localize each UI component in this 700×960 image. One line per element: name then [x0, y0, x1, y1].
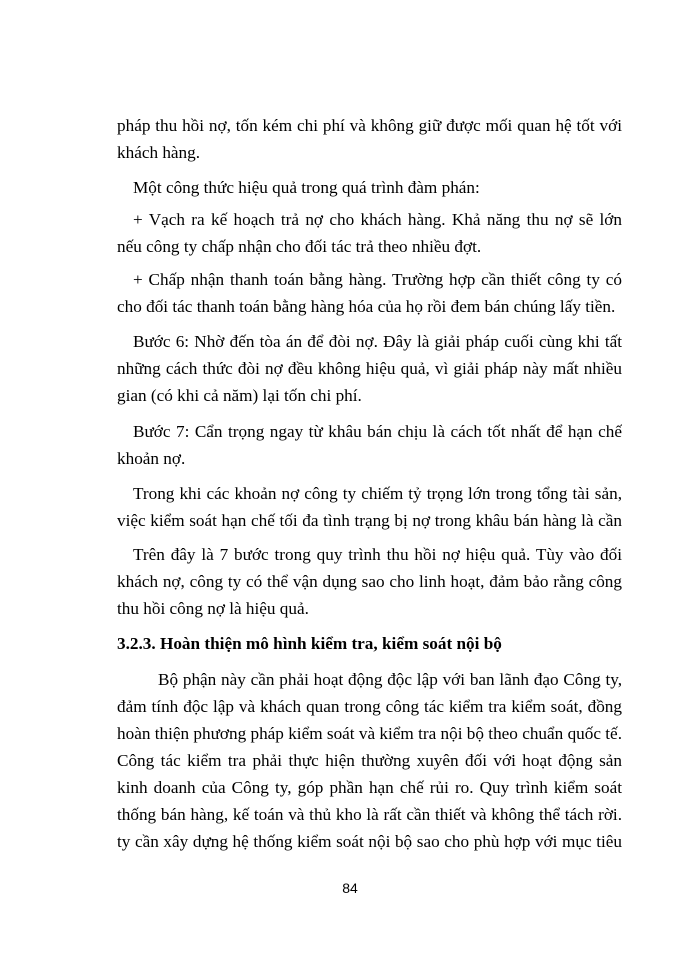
text-line: + Chấp nhận thanh toán bằng hàng. Trường hợp cần thiết công ty có [133, 270, 622, 289]
text-line: hoàn thiện phương pháp kiểm soát và kiểm tra nội bộ theo chuẩn quốc tế. [117, 724, 622, 743]
text-line: thống bán hàng, kế toán và thủ kho là rất cần thiết và không thể tách rời. [117, 805, 622, 824]
text-line: ty cần xây dựng hệ thống kiểm soát nội bộ sao cho phù hợp với mục tiêu [117, 832, 622, 851]
text-line: thu hồi công nợ là hiệu quả. [117, 599, 309, 618]
text-line: Trên đây là 7 bước trong quy trình thu hồi nợ hiệu quả. Tùy vào đối [133, 545, 622, 564]
text-line: khoản nợ. [117, 449, 186, 468]
text-line: Công tác kiểm tra phải thực hiện thường xuyên đối với hoạt động sản [117, 751, 622, 770]
text-line: Bước 6: Nhờ đến tòa án để đòi nợ. Đây là giải pháp cuối cùng khi tất [133, 332, 622, 351]
text-line: Bộ phận này cần phải hoạt động độc lập với ban lãnh đạo Công ty, [158, 670, 622, 689]
text-line: những cách thức đòi nợ đều không hiệu quả, vì giải pháp này mất nhiều [117, 359, 622, 378]
page-number: 84 [342, 880, 358, 896]
text-line: khách hàng. [117, 143, 201, 162]
text-line: Một công thức hiệu quả trong quá trình đàm phán: [133, 178, 480, 197]
text-line: việc kiểm soát hạn chế tối đa tình trạng bị nợ trong khâu bán hàng là cần [117, 511, 622, 530]
section-heading: 3.2.3. Hoàn thiện mô hình kiểm tra, kiểm soát nội bộ [117, 634, 502, 653]
text-line: nếu công ty chấp nhận cho đối tác trả theo nhiều đợt. [117, 237, 482, 256]
text-line: + Vạch ra kế hoạch trả nợ cho khách hàng. Khả năng thu nợ sẽ lớn [133, 210, 622, 229]
text-line: khách nợ, công ty có thể vận dụng sao cho linh hoạt, đảm bảo rằng công [117, 572, 622, 591]
text-line: đảm tính độc lập và khách quan trong công tác kiểm tra kiểm soát, đồng [117, 697, 622, 716]
text-line: Bước 7: Cẩn trọng ngay từ khâu bán chịu là cách tốt nhất để hạn chế [133, 422, 622, 441]
text-line: kinh doanh của Công ty, góp phần hạn chế rủi ro. Quy trình kiểm soát [117, 778, 622, 797]
text-line: pháp thu hồi nợ, tốn kém chi phí và không giữ được mối quan hệ tốt với [117, 116, 622, 135]
text-line: Trong khi các khoản nợ công ty chiếm tỷ trọng lớn trong tổng tài sản, [133, 484, 622, 503]
text-line: gian (có khi cả năm) lại tốn chi phí. [117, 386, 362, 405]
text-line: cho đối tác thanh toán bằng hàng hóa của họ rồi đem bán chúng lấy tiền. [117, 297, 616, 316]
